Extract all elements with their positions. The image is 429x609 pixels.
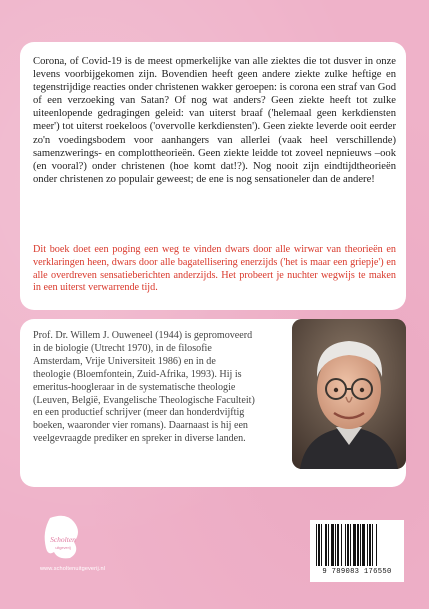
blurb-main-text: Corona, of Covid-19 is de meest opmerkelijke van alle ziektes die tot dusver in onze levens voorbijgekomen zijn. Bovendien heeft geen andere ziekte zulke heftige en tegenstrijdige reacties onder christenen wakker geroepen: is corona een straf van God of een verzoeking van Satan? Of nog wat anders? Geen ziekte heeft tot zulke uiteenlopende gedragingen geleid: van uiterst braaf ('helemaal geen kerkdiensten meer') tot uiterst roekeloos ('overvolle kerkdiensten'). Geen ziekte leverde ooit eerder zo'n voedingsbodem voor aanhangers van allerlei (vaak heel verschillende) samenzwerings- en complottheorieën. Geen ziekte leidde tot zoveel nepnieuws –ook (en vooral?) onder christenen (hoe komt dat!?). Nog nooit zijn eindtijdtheorieën onder christenen zo populair geweest; de ene is nog sensationeler dan de andere!	[33, 56, 396, 185]
publisher-logo-word: Scholten	[50, 535, 76, 544]
author-bio: Prof. Dr. Willem J. Ouweneel (1944) is gepromoveerd in de biologie (Utrecht 1970), in de filosofie Amsterdam, Vrije Universiteit 1986) en in de theologie (Bloemfontein, Zuid-Afrika, 1993). Hij is emeritus-hoogleraar in de systematische theologie (Leuven, België, Evangelische Theologische Faculteit) en een productief schrijver (meer dan honderdvijftig boeken, waaronder vier romans). Daarnaast is hij een veelgevraagde prediker en spreker in diverse landen.	[33, 330, 255, 445]
barcode-bars	[315, 524, 399, 568]
barcode-bar	[353, 524, 356, 566]
barcode-bar	[335, 524, 336, 566]
barcode-bar	[316, 524, 317, 566]
isbn-barcode	[310, 520, 404, 582]
barcode-bar	[350, 524, 351, 566]
publisher-logo-sub: uitgeverij	[55, 546, 71, 550]
barcode-bar	[362, 524, 365, 566]
barcode-bar	[372, 524, 373, 566]
barcode-bar	[328, 524, 329, 566]
blurb-highlight-text: Dit boek doet een poging een weg te vinden dwars door alle wirwar van theorieën en verklaringen heen, dwars door alle bagatellisering enerzijds ('het is maar een griepje') en alle overdreven sensatieberichten anderzijds. Het probeert je nuchter wegwijs te maken in een uiterst verwarrende tijd.	[33, 244, 396, 294]
barcode-bar	[360, 524, 361, 566]
barcode-bar	[357, 524, 359, 566]
barcode-bar	[347, 524, 349, 566]
barcode-bar	[367, 524, 368, 566]
barcode-bar	[376, 524, 377, 566]
barcode-bar	[321, 524, 322, 566]
barcode-bar	[318, 524, 320, 566]
barcode-bar	[345, 524, 346, 566]
barcode-bar	[331, 524, 334, 566]
barcode-bar	[337, 524, 339, 566]
isbn-number: 9 789083 176550	[322, 568, 392, 576]
barcode-bar	[369, 524, 371, 566]
barcode-bar	[325, 524, 327, 566]
author-photo	[292, 319, 406, 469]
barcode-bar	[341, 524, 342, 566]
author-portrait-image	[292, 319, 406, 469]
publisher-logo	[40, 512, 86, 560]
publisher-url: www.scholtenuitgeverij.nl	[40, 566, 105, 572]
